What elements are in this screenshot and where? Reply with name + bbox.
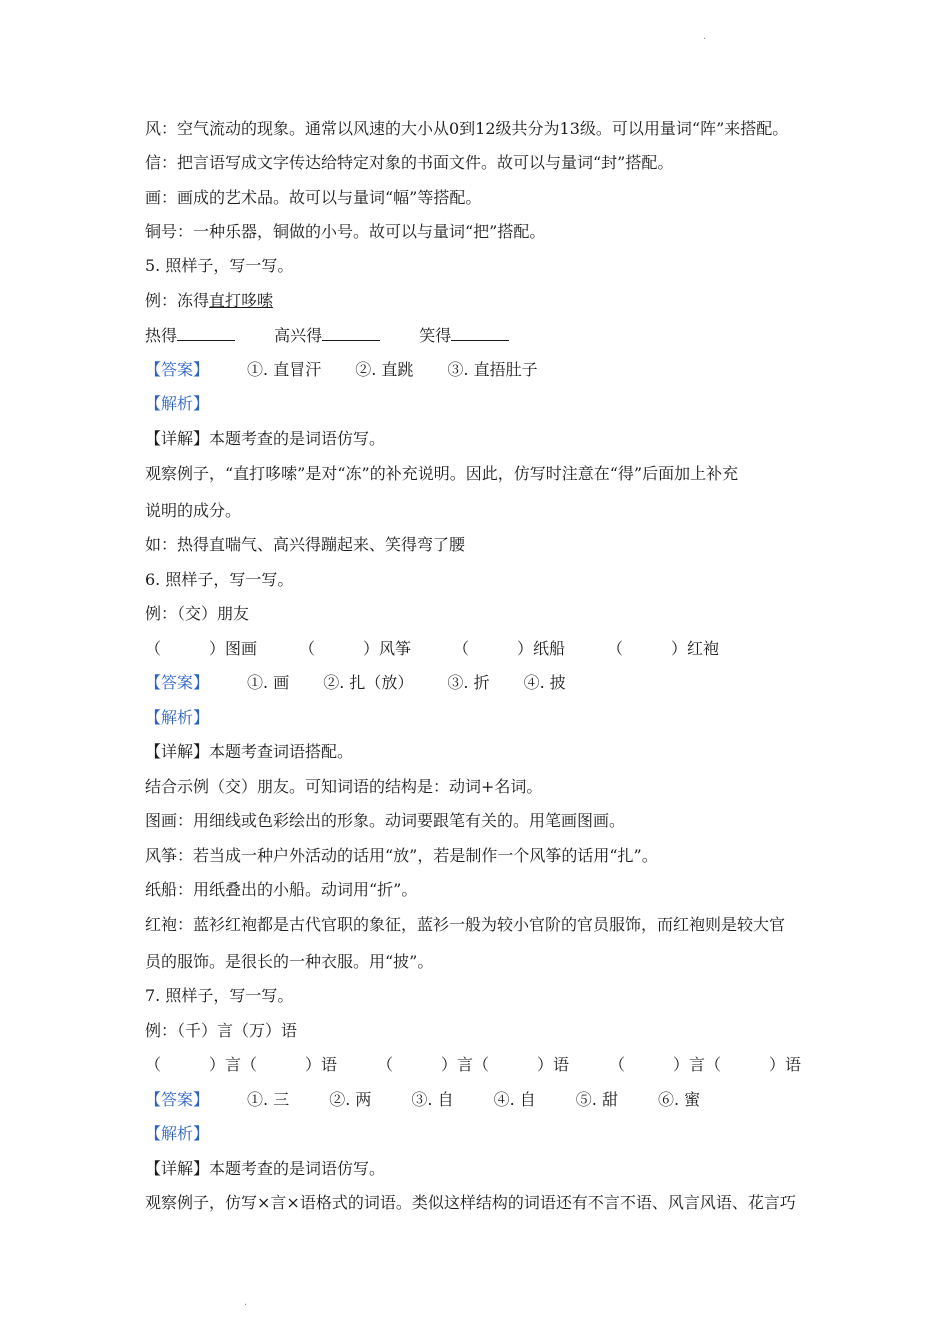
fill-item[interactable]: （ ）风筝 [299, 639, 412, 658]
fill-item[interactable]: （ ）言（ ）语 [145, 1055, 338, 1074]
item-label: 热得 [145, 326, 178, 345]
fill-item[interactable]: （ ）图画 [145, 639, 258, 658]
answer-blank[interactable] [451, 324, 509, 341]
question-7-title: 7. 照样子，写一写。 [145, 986, 294, 1005]
answer-value: ⑥. 蜜 [657, 1090, 701, 1109]
text-line: 员的服饰。是很长的一种衣服。用“披”。 [145, 952, 434, 971]
answer-value: ⑤. 甜 [575, 1090, 618, 1109]
text-line: 如：热得直喘气、高兴得蹦起来、笑得弯了腰 [145, 535, 466, 554]
question-5-title: 5. 照样子，写一写。 [145, 256, 294, 275]
answer-value: ③. 直捂肚子 [447, 360, 538, 379]
detail-line [145, 1158, 385, 1180]
detail-text: 本题考查的是词语仿写。 [209, 1159, 386, 1178]
detail-tag: 【详解】 [145, 742, 210, 761]
detail-line [145, 428, 385, 450]
answer-blank[interactable] [177, 324, 235, 341]
text-line: 红袍：蓝衫红袍都是古代官职的象征，蓝衫一般为较小官阶的官员服饰，而红袍则是较大官 [145, 915, 786, 934]
fill-item[interactable]: （ ）言（ ）语 [609, 1055, 802, 1074]
example-prefix: 例：冻得 [145, 291, 210, 310]
text-line: 观察例子，“直打哆嗦”是对“冻”的补充说明。因此，仿写时注意在“得”后面加上补充 [145, 464, 739, 483]
detail-text: 本题考查词语搭配。 [209, 742, 354, 761]
analysis-tag: 【解析】 [145, 394, 210, 413]
answer-value: ②. 直跳 [355, 360, 414, 379]
answer-value: ④. 自 [493, 1090, 536, 1109]
answer-tag: 【答案】 [145, 360, 210, 379]
question-5-answer [145, 359, 538, 381]
fill-item[interactable]: （ ）言（ ）语 [377, 1055, 570, 1074]
answer-blank[interactable] [322, 324, 380, 341]
example-underlined: 直打哆嗦 [209, 291, 274, 310]
fill-item[interactable]: （ ）红袍 [607, 639, 720, 658]
text-line: 风筝：若当成一种户外活动的话用“放”，若是制作一个风筝的话用“扎”。 [145, 846, 658, 865]
analysis-tag: 【解析】 [145, 1124, 210, 1143]
detail-text: 本题考查的是词语仿写。 [209, 429, 386, 448]
question-7-items [145, 1054, 801, 1076]
text-line: 说明的成分。 [145, 501, 242, 520]
text-line: 信：把言语写成文字传达给特定对象的书面文件。故可以与量词“封”搭配。 [145, 153, 674, 172]
answer-tag: 【答案】 [145, 1090, 210, 1109]
text-line: 观察例子，仿写×言×语格式的词语。类似这样结构的词语还有不言不语、风言风语、花言巧 [145, 1193, 796, 1212]
question-6-answer [145, 672, 566, 694]
answer-value: ①. 画 [247, 673, 290, 692]
question-6-title: 6. 照样子，写一写。 [145, 570, 294, 589]
question-6-example: 例：（交）朋友 [145, 604, 250, 623]
question-7-answer [145, 1089, 700, 1111]
text-line: 风：空气流动的现象。通常以风速的大小从0到12级共分为13级。可以用量词“阵”来搭配。 [145, 119, 789, 138]
text-line: 画：画成的艺术品。故可以与量词“幅”等搭配。 [145, 188, 482, 207]
question-6-items [145, 638, 719, 660]
text-line: 图画：用细线或色彩绘出的形象。动词要跟笔有关的。用笔画图画。 [145, 811, 626, 830]
question-5-items [145, 324, 543, 347]
detail-line [145, 741, 353, 763]
answer-value: ①. 三 [247, 1090, 290, 1109]
answer-value: ②. 两 [329, 1090, 372, 1109]
fill-item[interactable]: （ ）纸船 [453, 639, 566, 658]
text-line: 铜号：一种乐器，铜做的小号。故可以与量词“把”搭配。 [145, 222, 546, 241]
text-line: 结合示例（交）朋友。可知词语的结构是：动词+名词。 [145, 777, 543, 796]
page-dot-bottom: · [244, 1300, 248, 1311]
detail-tag: 【详解】 [145, 429, 210, 448]
item-label: 高兴得 [274, 326, 323, 345]
page-dot-top: · [703, 34, 707, 45]
answer-value: ③. 自 [411, 1090, 454, 1109]
detail-tag: 【详解】 [145, 1159, 210, 1178]
analysis-tag: 【解析】 [145, 708, 210, 727]
item-label: 笑得 [419, 326, 452, 345]
answer-tag: 【答案】 [145, 673, 210, 692]
answer-value: ④. 披 [523, 673, 566, 692]
answer-value: ②. 扎（放） [323, 673, 414, 692]
question-5-example [145, 290, 273, 312]
question-7-example: 例：（千）言（万）语 [145, 1021, 298, 1040]
text-line: 纸船：用纸叠出的小船。动词用“折”。 [145, 880, 418, 899]
answer-value: ①. 直冒汗 [247, 360, 322, 379]
answer-value: ③. 折 [447, 673, 490, 692]
